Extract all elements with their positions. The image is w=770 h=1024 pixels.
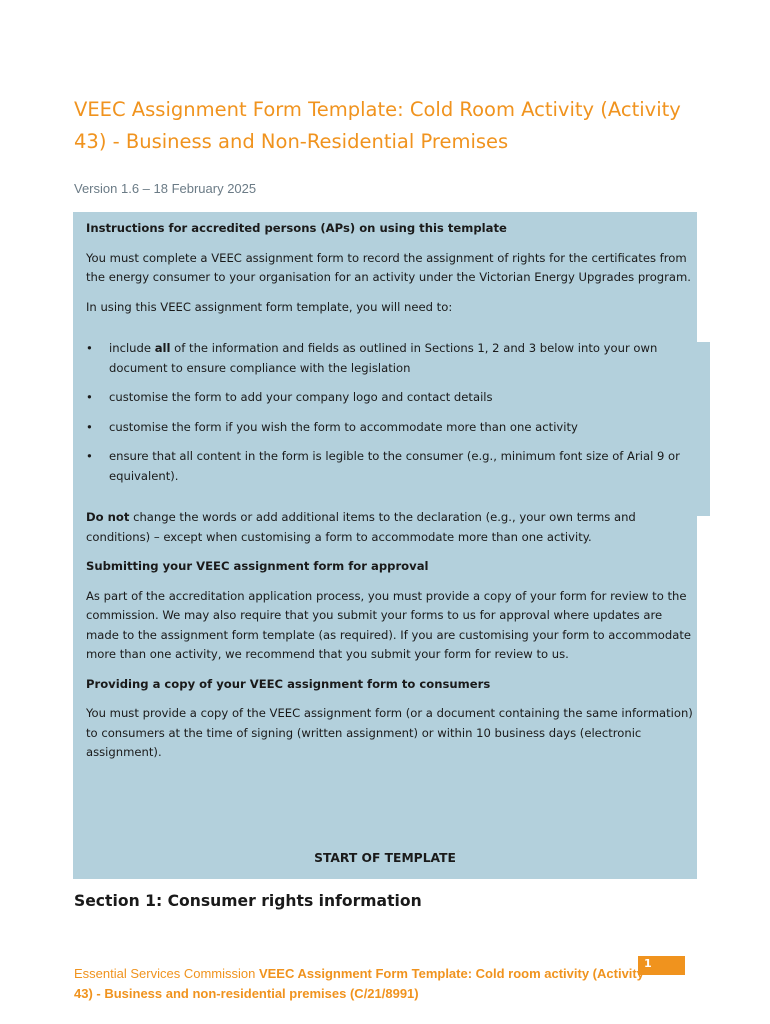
instructions-intro: In using this VEEC assignment form template, you will need to: [86, 299, 453, 314]
bullet-icon: • [86, 419, 93, 434]
document-title: VEEC Assignment Form Template: Cold Room Activity (Activity 43) - Business and Non-Residential Premises [74, 98, 681, 153]
instructions-paragraph: You must complete a VEEC assignment form to record the assignment of rights for the certificates from the energy consumer to your organisation for an activity under the Victorian Energy Upgrades program. [86, 250, 691, 284]
list-item [86, 447, 692, 486]
providing-paragraph: You must provide a copy of the VEEC assignment form (or a document containing the same information) to consumers at the time of signing (written assignment) or within 10 business days (electronic assignment). [86, 706, 693, 759]
section-1-heading: Section 1: Consumer rights information [74, 892, 422, 910]
version-date: Version 1.6 – 18 February 2025 [74, 181, 257, 196]
list-item-text: customise the form to add your company logo and contact details [109, 390, 493, 404]
do-not-text: change the words or add additional items to the declaration (e.g., your own terms and conditions) – except when customising a form to accommodate more than one activity. [86, 510, 636, 544]
list-item-emphasis: all [154, 341, 171, 355]
do-not-emphasis: Do not [86, 510, 130, 524]
bullet-icon: • [86, 390, 93, 404]
providing-heading: Providing a copy of your VEEC assignment form to consumers [86, 676, 491, 691]
list-item-text: include [109, 341, 155, 355]
start-of-template-label: START OF TEMPLATE [314, 851, 456, 865]
submitting-paragraph: As part of the accreditation application process, you must provide a copy of your form for review to the commission. We may also require that you submit your forms to us for approval where updates are made to the assignment form template (as required). If you are customising your form to accommodate more than one activity, we recommend that you submit your form for review to us. [86, 588, 692, 661]
instructions-panel-extension [697, 342, 710, 516]
instructions-content [86, 219, 696, 763]
list-item [86, 418, 692, 438]
list-item-text: customise the form if you wish the form to accommodate more than one activity [109, 419, 578, 434]
list-item-text-rest: of the information and fields as outlined in Sections 1, 2 and 3 below into your own document to ensure compliance with the legislation [109, 341, 658, 375]
instructions-heading: Instructions for accredited persons (APs) on using this template [86, 221, 507, 235]
page-number-badge: 1 [638, 956, 685, 975]
footer-document-title: VEEC Assignment Form Template: Cold room activity (Activity 43) - Business and non-residential premises (C/21/8991) [74, 966, 644, 1001]
bullet-icon: • [86, 449, 93, 463]
list-item-text: ensure that all content in the form is legible to the consumer (e.g., minimum font size of Arial 9 or equivalent). [109, 449, 680, 483]
instructions-list [86, 339, 692, 486]
list-item [86, 339, 692, 378]
instructions-panel [73, 212, 697, 879]
submitting-heading: Submitting your VEEC assignment form for approval [86, 559, 429, 573]
list-item [86, 388, 692, 408]
do-not-paragraph [86, 508, 696, 547]
page-footer [74, 964, 644, 1004]
footer-organisation: Essential Services Commission [74, 966, 259, 981]
bullet-icon: • [86, 341, 93, 355]
